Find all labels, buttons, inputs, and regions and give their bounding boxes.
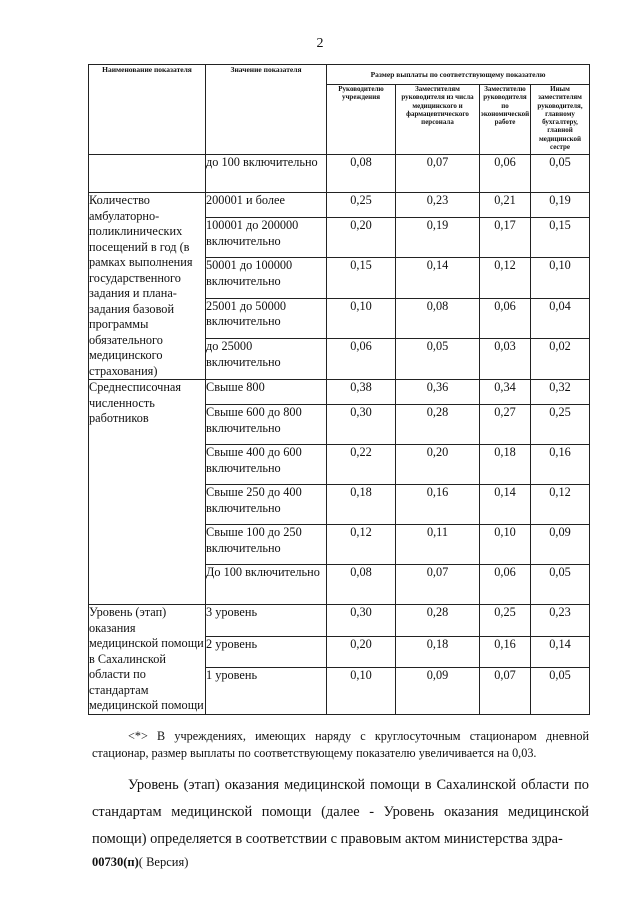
payment-value: 0,23 — [531, 605, 590, 637]
indicator-name: Среднесписочная численность работников — [89, 380, 206, 605]
payment-value: 0,20 — [327, 218, 396, 258]
payment-value: 0,17 — [480, 218, 531, 258]
payment-value: 0,14 — [480, 485, 531, 525]
payment-value: 0,12 — [531, 485, 590, 525]
payment-value: 0,09 — [396, 668, 480, 714]
payment-value: 0,22 — [327, 445, 396, 485]
payment-value: 0,18 — [396, 636, 480, 668]
payment-value: 0,38 — [327, 380, 396, 405]
payment-value: 0,21 — [480, 193, 531, 218]
indicator-value: 200001 и более — [206, 193, 327, 218]
header-indicator-value: Значение показателя — [206, 65, 327, 155]
page-number: 2 — [316, 36, 324, 51]
table-row — [89, 193, 590, 218]
payment-value: 0,25 — [531, 405, 590, 445]
payment-value: 0,07 — [396, 155, 480, 193]
table-row — [89, 155, 590, 193]
payment-value: 0,02 — [531, 339, 590, 380]
payment-value: 0,16 — [480, 636, 531, 668]
payment-value: 0,08 — [327, 155, 396, 193]
payment-value: 0,14 — [396, 258, 480, 299]
indicator-value: Свыше 600 до 800 включительно — [206, 405, 327, 445]
payment-value: 0,05 — [396, 339, 480, 380]
payment-value: 0,05 — [531, 668, 590, 714]
payment-value: 0,23 — [396, 193, 480, 218]
payment-value: 0,06 — [327, 339, 396, 380]
footnote: <*> В учреждениях, имеющих наряду с круглосуточным стационаром дневной стационар, размер выплаты по соответствующему показателю увеличивается на 0,03. — [92, 729, 589, 760]
payment-value: 0,06 — [480, 565, 531, 605]
indicator-value: до 25000 включительно — [206, 339, 327, 380]
subheader-medical-deputies: Заместителям руководителя из числа медицинского и фармацевтического персонала — [396, 85, 480, 155]
payment-value: 0,10 — [327, 668, 396, 714]
payment-value: 0,20 — [396, 445, 480, 485]
payment-value: 0,18 — [327, 485, 396, 525]
payment-value: 0,12 — [480, 258, 531, 299]
document-code: 00730(п) — [92, 855, 139, 869]
payment-value: 0,06 — [480, 298, 531, 339]
indicator-value: 1 уровень — [206, 668, 327, 714]
payment-value: 0,15 — [531, 218, 590, 258]
indicator-value: Свыше 100 до 250 включительно — [206, 525, 327, 565]
indicator-value: До 100 включительно — [206, 565, 327, 605]
payment-value: 0,06 — [480, 155, 531, 193]
table-row — [89, 605, 590, 637]
indicator-name: Количество амбулаторно-поликлинических посещений в год (в рамках выполнения государственного задания и плана-задания базовой программы обязательного медицинского страхования) — [89, 193, 206, 380]
indicator-value: Свыше 800 — [206, 380, 327, 405]
payment-value: 0,27 — [480, 405, 531, 445]
document-version: ( Версия) — [138, 855, 189, 869]
payment-value: 0,28 — [396, 405, 480, 445]
payment-value: 0,30 — [327, 605, 396, 637]
payment-value: 0,19 — [396, 218, 480, 258]
indicator-name-cell — [89, 155, 206, 193]
payment-value: 0,32 — [531, 380, 590, 405]
payment-value: 0,05 — [531, 155, 590, 193]
payment-value: 0,10 — [480, 525, 531, 565]
payment-value: 0,20 — [327, 636, 396, 668]
payment-value: 0,11 — [396, 525, 480, 565]
payment-value: 0,07 — [480, 668, 531, 714]
document-id — [92, 855, 188, 870]
indicator-value: 3 уровень — [206, 605, 327, 637]
payment-value: 0,05 — [531, 565, 590, 605]
header-indicator-name: Наименование показателя — [89, 65, 206, 155]
payment-value: 0,36 — [396, 380, 480, 405]
indicator-value: до 100 включительно — [206, 155, 327, 193]
payment-value: 0,10 — [327, 298, 396, 339]
payment-value: 0,25 — [480, 605, 531, 637]
indicator-name: Уровень (этап) оказания медицинской помощи в Сахалинской области по стандартам медицинской помощи — [89, 605, 204, 712]
subheader-other-deputies: Иным заместителям руководителя, главному бухгалтеру, главной медицинской сестре — [531, 85, 590, 155]
table-row — [89, 380, 590, 405]
payment-value: 0,08 — [396, 298, 480, 339]
indicator-value: Свыше 400 до 600 включительно — [206, 445, 327, 485]
payment-value: 0,25 — [327, 193, 396, 218]
payment-value: 0,16 — [531, 445, 590, 485]
payment-table — [88, 64, 590, 715]
payment-value: 0,10 — [531, 258, 590, 299]
indicator-value: 25001 до 50000 включительно — [206, 298, 327, 339]
indicator-value: Свыше 250 до 400 включительно — [206, 485, 327, 525]
payment-value: 0,15 — [327, 258, 396, 299]
payment-value: 0,09 — [531, 525, 590, 565]
header-payment-size: Размер выплаты по соответствующему показателю — [327, 65, 590, 85]
payment-value: 0,03 — [480, 339, 531, 380]
payment-value: 0,12 — [327, 525, 396, 565]
payment-value: 0,07 — [396, 565, 480, 605]
payment-value: 0,34 — [480, 380, 531, 405]
payment-value: 0,04 — [531, 298, 590, 339]
subheader-head: Руководителю учреждения — [327, 85, 396, 155]
payment-value: 0,08 — [327, 565, 396, 605]
subheader-economic-deputy: Заместителю руководителя по экономической работе — [480, 85, 531, 155]
body-paragraph: Уровень (этап) оказания медицинской помощи в Сахалинской области по стандартам медицинской помощи (далее - Уровень оказания медицинской помощи) определяется в соответствии с правовым актом министерства здра- — [92, 777, 589, 847]
indicator-value: 100001 до 200000 включительно — [206, 218, 327, 258]
payment-value: 0,16 — [396, 485, 480, 525]
payment-value: 0,14 — [531, 636, 590, 668]
payment-value: 0,28 — [396, 605, 480, 637]
payment-value: 0,19 — [531, 193, 590, 218]
indicator-value: 2 уровень — [206, 636, 327, 668]
indicator-value: 50001 до 100000 включительно — [206, 258, 327, 299]
payment-value: 0,30 — [327, 405, 396, 445]
payment-value: 0,18 — [480, 445, 531, 485]
